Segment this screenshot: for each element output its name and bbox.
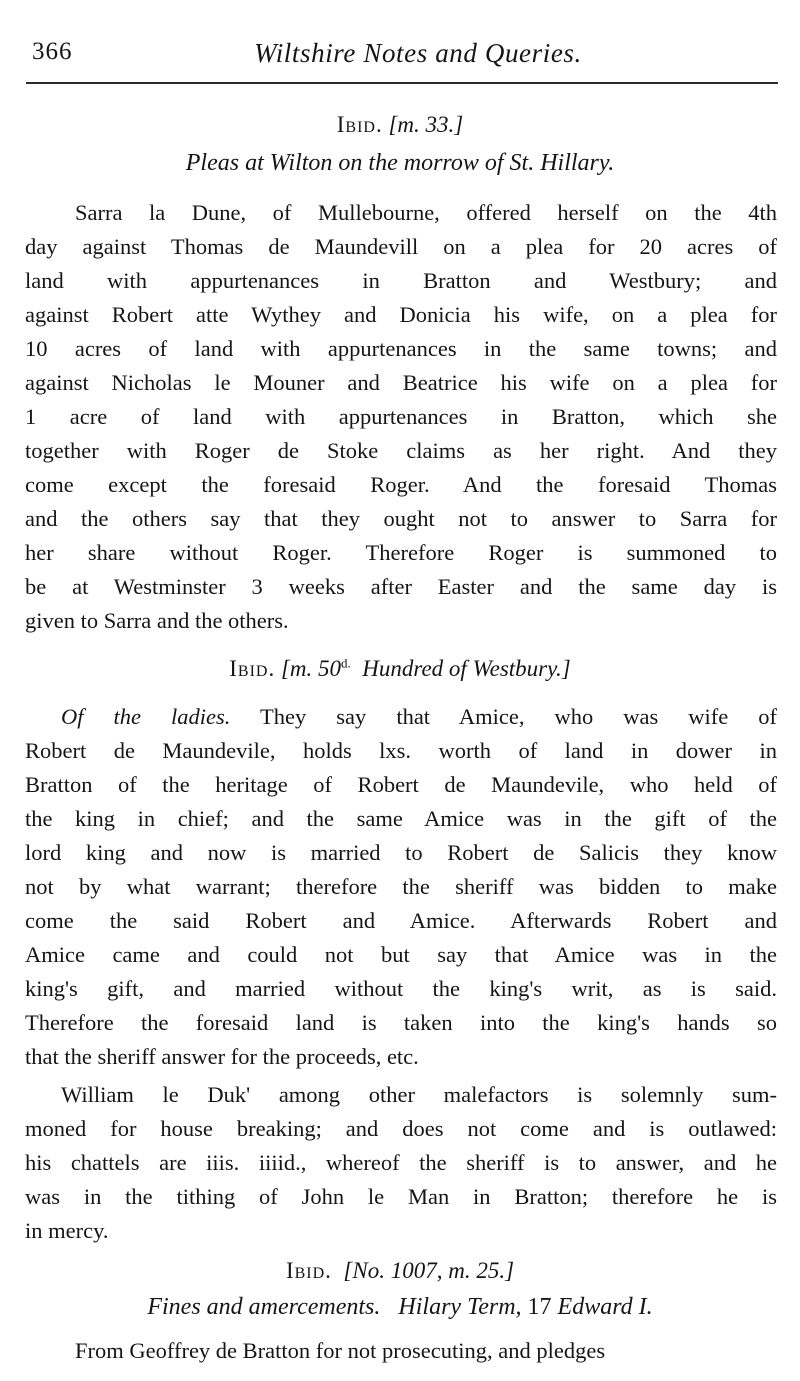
- text-line: [61, 702, 777, 732]
- subheading-term: Hilary Term,: [398, 1294, 522, 1320]
- text-line: Amice came and could not but say that Amice was in the: [25, 942, 777, 967]
- heading-ref: [No. 1007, m. 25.]: [343, 1258, 515, 1283]
- text-line: come except the foresaid Roger. And the foresaid Thomas: [25, 472, 777, 497]
- text-line: the king in chief; and the same Amice was in the gift of the: [25, 806, 777, 831]
- text-line: land with appurtenances in Bratton and Westbury; and: [25, 268, 777, 293]
- text-line: come the said Robert and Amice. Afterwards Robert and: [25, 908, 777, 933]
- text-line: be at Westminster 3 weeks after Easter and the same day is: [25, 574, 777, 599]
- text-line: her share without Roger. Therefore Roger is summoned to: [25, 540, 777, 565]
- heading-ref: [m. 50: [280, 656, 342, 681]
- text-line: 10 acres of land with appurtenances in the same towns; and: [25, 336, 777, 361]
- section-heading-1: [0, 112, 800, 138]
- text-line: William le Duk' among other malefactors is solemnly sum-: [61, 1082, 777, 1107]
- text-line: together with Roger de Stoke claims as her right. And they: [25, 438, 777, 463]
- text-line: his chattels are iiis. iiiid., whereof the sheriff is to answer, and he: [25, 1150, 777, 1175]
- text-line: against Robert atte Wythey and Donicia his wife, on a plea for: [25, 302, 777, 327]
- heading-label: Ibid.: [285, 1258, 332, 1283]
- text-line: Sarra la Dune, of Mullebourne, offered herself on the 4th: [75, 200, 777, 225]
- text-line: 1 acre of land with appurtenances in Bratton, which she: [25, 404, 777, 429]
- text-line: was in the tithing of John le Man in Bratton; therefore he is: [25, 1184, 777, 1209]
- heading-superscript: d.: [341, 655, 351, 671]
- text-line: that the sheriff answer for the proceeds, etc.: [25, 1044, 419, 1069]
- text-line: given to Sarra and the others.: [25, 608, 289, 633]
- page-header: [22, 38, 774, 78]
- header-rule: [26, 82, 778, 84]
- text-line: lord king and now is married to Robert de Salicis they know: [25, 840, 777, 865]
- text-line: Robert de Maundevile, holds lxs. worth of land in dower in: [25, 738, 777, 763]
- text-line: Bratton of the heritage of Robert de Maundevile, who held of: [25, 772, 777, 797]
- line-rest: They say that Amice, who was wife of: [260, 704, 778, 729]
- section-subheading-1: Pleas at Wilton on the morrow of St. Hillary.: [185, 150, 615, 176]
- section-subheading-3: [0, 1294, 800, 1321]
- subheading-year: 17: [527, 1294, 552, 1320]
- section-heading-3: [0, 1258, 800, 1284]
- text-line: From Geoffrey de Bratton for not prosecuting, and pledges: [75, 1338, 606, 1363]
- heading-label: Ibid.: [229, 656, 276, 681]
- heading-ref: [m. 33.]: [388, 112, 464, 137]
- text-line: against Nicholas le Mouner and Beatrice his wife on a plea for: [25, 370, 777, 395]
- lead-italic: Of the ladies.: [61, 704, 231, 729]
- running-title: Wiltshire Notes and Queries.: [254, 38, 582, 68]
- subheading-fines: Fines and amercements.: [147, 1294, 381, 1320]
- text-line: day against Thomas de Maundevill on a plea for 20 acres of: [25, 234, 777, 259]
- text-line: Therefore the foresaid land is taken into the king's hands so: [25, 1010, 777, 1035]
- subheading-reign: Edward I.: [557, 1294, 653, 1320]
- text-line: king's gift, and married without the king's writ, as is said.: [25, 976, 777, 1001]
- heading-label: Ibid.: [336, 112, 383, 137]
- section-heading-2: [0, 656, 800, 682]
- text-line: moned for house breaking; and does not come and is outlawed:: [25, 1116, 777, 1141]
- text-line: in mercy.: [25, 1218, 109, 1243]
- text-line: and the others say that they ought not to answer to Sarra for: [25, 506, 777, 531]
- page-number: 366: [32, 38, 73, 65]
- heading-hundred: Hundred of Westbury.]: [362, 656, 571, 681]
- text-line: not by what warrant; therefore the sheriff was bidden to make: [25, 874, 777, 899]
